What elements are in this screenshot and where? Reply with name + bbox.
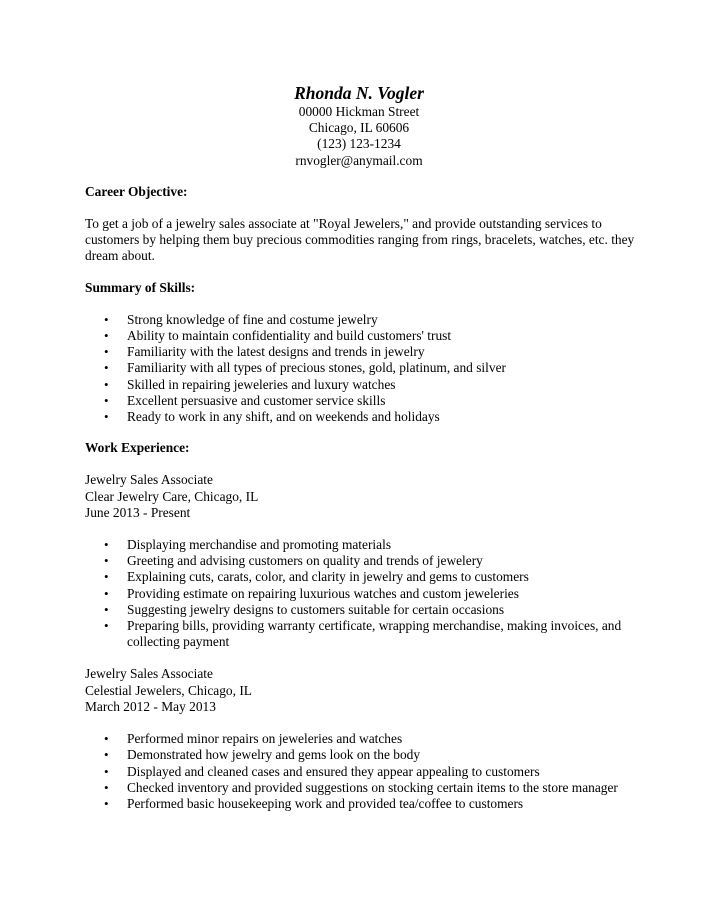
bullet-icon: •	[104, 763, 109, 779]
list-item	[85, 393, 645, 409]
skills-list	[85, 312, 645, 425]
list-item	[85, 360, 645, 376]
list-item	[85, 328, 645, 344]
job-dates: June 2013 - Present	[85, 504, 191, 520]
duty-text: Displayed and cleaned cases and ensured they appear appealing to customers	[127, 763, 540, 779]
list-item	[85, 312, 645, 328]
bullet-icon: •	[104, 392, 109, 408]
resume-content	[85, 80, 645, 812]
duty-text: Suggesting jewelry designs to customers suitable for certain occasions	[127, 601, 505, 617]
skill-text: Ability to maintain confidentiality and build customers' trust	[127, 328, 452, 344]
skill-text: Ready to work in any shift, and on weekends and holidays	[127, 409, 440, 425]
job-entry-2	[85, 666, 645, 812]
bullet-icon: •	[104, 553, 109, 569]
job-role: Jewelry Sales Associate	[85, 666, 213, 682]
list-item	[85, 537, 645, 553]
duty-text: Preparing bills, providing warranty certificate, wrapping merchandise, making invoices, and collecting payment	[127, 618, 622, 650]
skill-text: Familiarity with all types of precious stones, gold, platinum, and silver	[127, 360, 506, 376]
bullet-icon: •	[104, 360, 109, 376]
email-address: rnvogler@anymail.com	[295, 152, 423, 168]
applicant-name: Rhonda N. Vogler	[294, 83, 424, 103]
list-item	[85, 344, 645, 360]
resume-header	[85, 82, 633, 169]
job-duties-list	[85, 537, 645, 650]
bullet-icon: •	[104, 731, 109, 747]
bullet-icon: •	[104, 311, 109, 327]
job-company: Celestial Jewelers, Chicago, IL	[85, 682, 252, 698]
list-item	[85, 764, 645, 780]
list-item	[85, 747, 645, 763]
skills-heading: Summary of Skills:	[85, 279, 196, 295]
list-item	[85, 796, 645, 812]
duty-text: Performed minor repairs on jeweleries and watches	[127, 731, 403, 747]
bullet-icon: •	[104, 585, 109, 601]
experience-heading: Work Experience:	[85, 440, 190, 456]
objective-text: To get a job of a jewelry sales associate at "Royal Jewelers," and provide outstanding services to customers by helping them buy precious commodities ranging from rings, bracelets, watches, etc. they dream about.	[85, 216, 635, 264]
bullet-icon: •	[104, 328, 109, 344]
bullet-icon: •	[104, 537, 109, 553]
street-address: 00000 Hickman Street	[298, 104, 420, 119]
list-item	[85, 780, 645, 796]
skill-text: Familiarity with the latest designs and trends in jewelry	[127, 344, 425, 360]
job-entry-1	[85, 472, 645, 650]
list-item	[85, 602, 645, 618]
duty-text: Greeting and advising customers on quality and trends of jewelery	[127, 553, 483, 569]
duty-text: Providing estimate on repairing luxurious watches and custom jeweleries	[127, 585, 519, 601]
bullet-icon: •	[104, 344, 109, 360]
skill-text: Strong knowledge of fine and costume jewelry	[127, 311, 378, 327]
duty-text: Explaining cuts, carats, color, and clarity in jewelry and gems to customers	[127, 569, 529, 585]
list-item	[85, 553, 645, 569]
duty-text: Performed basic housekeeping work and provided tea/coffee to customers	[127, 795, 524, 811]
list-item	[85, 586, 645, 602]
list-item	[85, 569, 645, 585]
bullet-icon: •	[104, 409, 109, 425]
phone-number: (123) 123-1234	[317, 136, 401, 152]
bullet-icon: •	[104, 779, 109, 795]
bullet-icon: •	[104, 795, 109, 811]
job-dates: March 2012 - May 2013	[85, 698, 216, 714]
bullet-icon: •	[104, 569, 109, 585]
duty-text: Demonstrated how jewelry and gems look on the body	[127, 747, 421, 763]
job-duties-list	[85, 731, 645, 812]
bullet-icon: •	[104, 376, 109, 392]
job-role: Jewelry Sales Associate	[85, 472, 213, 488]
bullet-icon: •	[104, 618, 109, 634]
duty-text: Checked inventory and provided suggestions on stocking certain items to the store manager	[127, 779, 618, 795]
skill-text: Excellent persuasive and customer service skills	[127, 392, 386, 408]
bullet-icon: •	[104, 601, 109, 617]
objective-heading: Career Objective:	[85, 183, 188, 199]
bullet-icon: •	[104, 747, 109, 763]
skill-text: Skilled in repairing jeweleries and luxury watches	[127, 376, 396, 392]
list-item	[85, 409, 645, 425]
list-item	[85, 377, 645, 393]
list-item	[85, 618, 645, 650]
list-item	[85, 731, 645, 747]
job-company: Clear Jewelry Care, Chicago, IL	[85, 488, 259, 504]
duty-text: Displaying merchandise and promoting materials	[127, 537, 392, 553]
city-state-zip: Chicago, IL 60606	[308, 120, 410, 136]
